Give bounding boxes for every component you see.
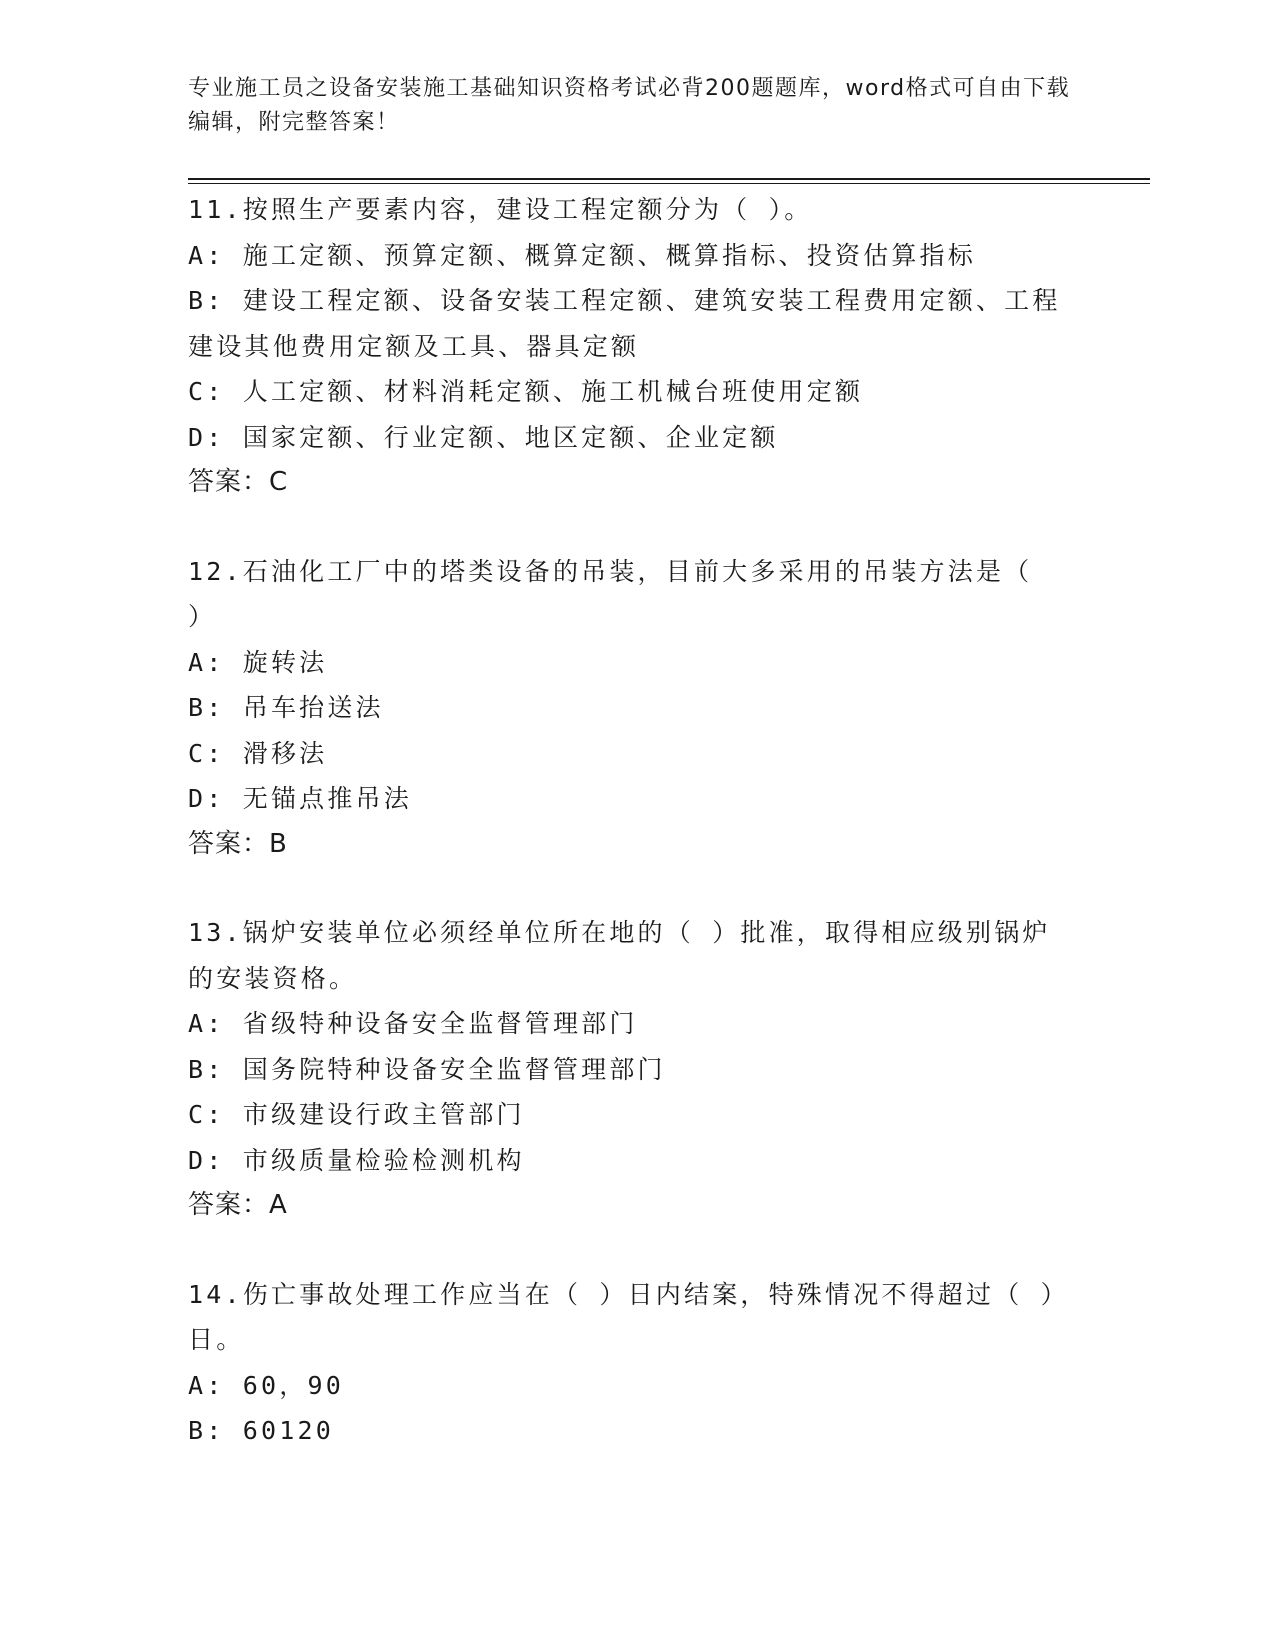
- option-line: B: 国务院特种设备安全监督管理部门: [188, 1054, 666, 1084]
- option-line: D: 市级质量检验检测机构: [188, 1145, 525, 1175]
- option-line: B: 吊车抬送法: [188, 693, 384, 722]
- question-block: [188, 187, 1088, 506]
- question-stem: 12.石油化工厂中的塔类设备的吊装，目前大多采用的吊装方法是（: [188, 556, 1033, 586]
- option-line: 建设其他费用定额及工具、器具定额: [188, 331, 640, 361]
- document-header: 专业施工员之设备安装施工基础知识资格考试必背200题题库，word格式可自由下载编辑，附完整答案！: [188, 76, 1071, 135]
- question-stem: ）: [188, 602, 217, 631]
- option-line: C: 人工定额、材料消耗定额、施工机械台班使用定额: [188, 377, 864, 406]
- option-line: A: 60，90: [188, 1370, 344, 1400]
- option-line: B: 60120: [188, 1416, 335, 1445]
- question-stem: 13.锅炉安装单位必须经单位所在地的（ ）批准，取得相应级别锅炉: [188, 918, 1051, 947]
- question-list: [188, 187, 1088, 1497]
- question-block: [188, 549, 1088, 868]
- question-stem: 11.按照生产要素内容，建设工程定额分为（ ）。: [188, 195, 813, 224]
- option-line: A: 施工定额、预算定额、概算定额、概算指标、投资估算指标: [188, 240, 976, 270]
- question-stem: 14.伤亡事故处理工作应当在（ ）日内结案，特殊情况不得超过（ ）: [188, 1279, 1069, 1309]
- answer-line: 答案：A: [188, 1190, 288, 1220]
- question-block: [188, 1272, 1088, 1454]
- question-stem: 的安装资格。: [188, 963, 358, 993]
- header-divider-thin: [188, 183, 1150, 184]
- header-divider-thick: [188, 178, 1150, 180]
- option-line: B: 建设工程定额、设备安装工程定额、建筑安装工程费用定额、工程: [188, 286, 1061, 315]
- answer-line: 答案：B: [188, 828, 288, 859]
- question-block: [188, 910, 1088, 1229]
- option-line: A: 省级特种设备安全监督管理部门: [188, 1009, 638, 1038]
- option-line: C: 滑移法: [188, 738, 328, 768]
- option-line: D: 无锚点推吊法: [188, 784, 412, 813]
- answer-line: 答案：C: [188, 467, 289, 497]
- option-line: C: 市级建设行政主管部门: [188, 1100, 525, 1129]
- question-stem: 日。: [188, 1325, 245, 1354]
- option-line: A: 旋转法: [188, 647, 328, 677]
- option-line: D: 国家定额、行业定额、地区定额、企业定额: [188, 422, 779, 452]
